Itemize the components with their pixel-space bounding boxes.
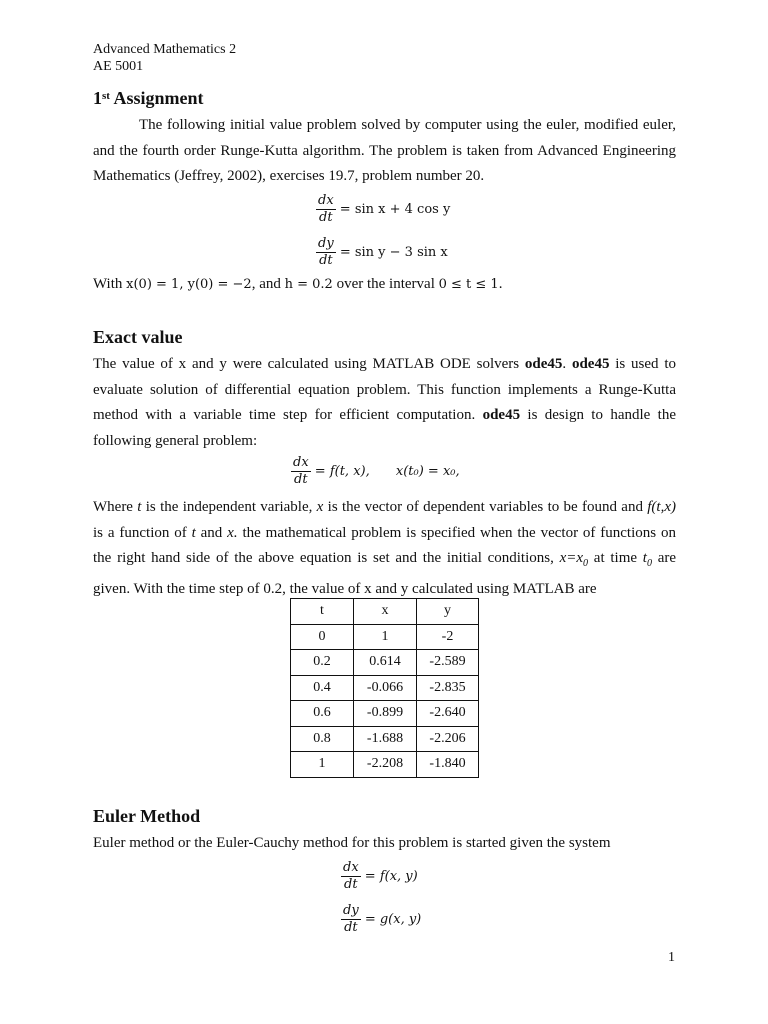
table-cell: -2: [417, 624, 479, 650]
table-row: [291, 752, 479, 778]
course-code: AE 5001: [93, 59, 144, 74]
table-cell: 0.6: [291, 701, 354, 727]
page-number: 1: [668, 950, 675, 965]
where-paragraph: Where t is the independent variable, x is the vector of dependent variables to be found and f(t,x) is a function of t and x. the mathematical problem is specified when the vector of functions on the right hand side of the above equation is set and the initial conditions, $x=x_0$ at time $t_0$ are given. With the time step of 0.2, the value of x and y calculated using MATLAB are: [93, 499, 677, 597]
equation-general: $\frac{dx}{dt}$ = f(t, x), x(t₀) = x₀,: [293, 455, 460, 487]
table-header-y: y: [417, 599, 479, 625]
table-cell: 0.8: [291, 726, 354, 752]
table-cell: -2.206: [417, 726, 479, 752]
course-title: Advanced Mathematics 2: [93, 42, 237, 57]
table-cell: -1.688: [354, 726, 417, 752]
table-row: [291, 650, 479, 676]
table-cell: -2.208: [354, 752, 417, 778]
table-header-x: x: [354, 599, 417, 625]
assignment-heading: 1st Assignment: [93, 88, 204, 108]
table-row: [291, 701, 479, 727]
table-row: [291, 624, 479, 650]
equation-euler-dy: $\frac{dy}{dt}$ = g(x, y): [343, 903, 422, 935]
initial-conditions: With x(0) = 1, y(0) = −2, and h = 0.2 over the interval 0 ≤ t ≤ 1.: [93, 276, 503, 292]
table-row: [291, 675, 479, 701]
table-cell: -2.640: [417, 701, 479, 727]
euler-method-heading: Euler Method: [93, 806, 201, 826]
table-row: [291, 726, 479, 752]
table-cell: 1: [354, 624, 417, 650]
exact-paragraph: The value of x and y were calculated using MATLAB ODE solvers ode45. ode45 is used to evaluate solution of differential equation problem. This function implements a Runge-Kutta method with a variable time step for efficient computation. ode45 is design to handle the following general problem:: [93, 356, 676, 449]
results-table: [290, 598, 479, 778]
table-cell: -0.899: [354, 701, 417, 727]
table-cell: -1.840: [417, 752, 479, 778]
equation-dy-dt: $\frac{dy}{dt}$ = sin y − 3 sin x: [318, 236, 448, 268]
equation-euler-dx: $\frac{dx}{dt}$ = f(x, y): [343, 860, 418, 892]
table-cell: -2.589: [417, 650, 479, 676]
euler-paragraph: Euler method or the Euler-Cauchy method for this problem is started given the system: [93, 835, 611, 851]
table-cell: 0.614: [354, 650, 417, 676]
table-header-t: t: [291, 599, 354, 625]
table-cell: 0.4: [291, 675, 354, 701]
intro-paragraph: The following initial value problem solved by computer using the euler, modified euler, and the fourth order Runge-Kutta algorithm. The problem is taken from Advanced Engineering Mathematics (Jeffrey, 2002), exercises 19.7, problem number 20.: [93, 117, 676, 184]
table-cell: 1: [291, 752, 354, 778]
table-cell: -0.066: [354, 675, 417, 701]
table-cell: 0: [291, 624, 354, 650]
table-cell: -2.835: [417, 675, 479, 701]
equation-dx-dt: $\frac{dx}{dt}$ = sin x + 4 cos y: [318, 193, 451, 225]
table-cell: 0.2: [291, 650, 354, 676]
exact-value-heading: Exact value: [93, 327, 183, 347]
table-header-row: [291, 599, 479, 625]
